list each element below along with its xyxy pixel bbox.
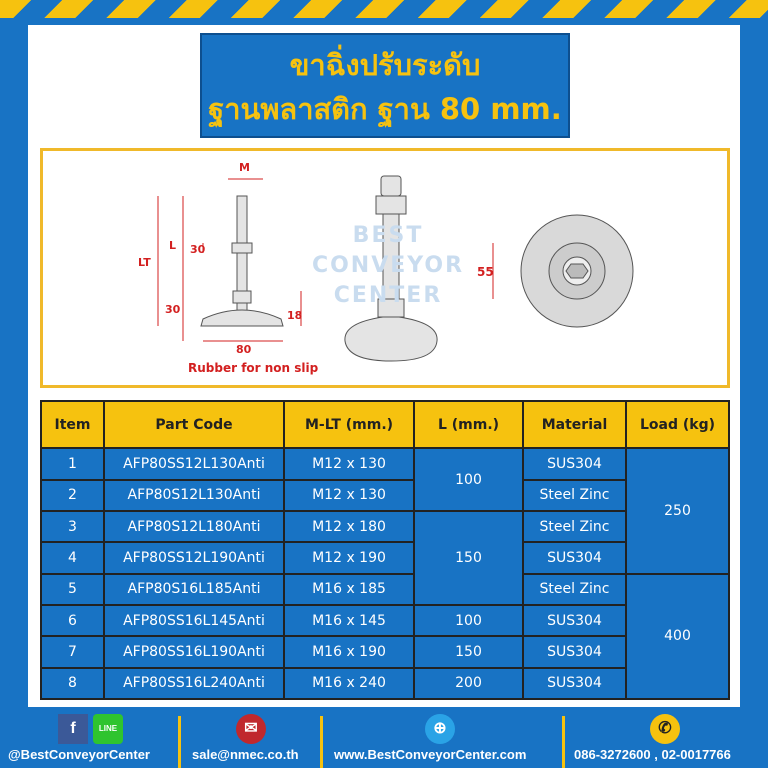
cell-l: 150 (414, 636, 523, 667)
cell-material: SUS304 (523, 542, 626, 573)
label-nut-height: 30 (190, 243, 206, 256)
cell-code: AFP80SS12L190Anti (104, 542, 284, 573)
label-pad-width: 80 (236, 343, 252, 356)
social-handle[interactable]: @BestConveyorCenter (8, 747, 150, 762)
website-link[interactable]: www.BestConveyorCenter.com (334, 747, 527, 762)
footer (0, 708, 768, 768)
spec-table (40, 400, 730, 700)
divider (178, 716, 181, 768)
cell-item: 2 (41, 480, 104, 511)
title-line-1: ขาฉิ่งปรับระดับ (289, 48, 481, 82)
cell-code: AFP80S12L130Anti (104, 480, 284, 511)
watermark-line: CENTER (333, 283, 443, 308)
header-load: Load (kg) (626, 401, 729, 448)
table-row (41, 542, 729, 573)
table-row (41, 636, 729, 667)
cell-mlt: M16 x 190 (284, 636, 414, 667)
cell-mlt: M16 x 240 (284, 668, 414, 699)
phone-numbers[interactable]: 086-3272600 , 02-0017766 (574, 747, 731, 762)
watermark-line: CONVEYOR (311, 253, 465, 278)
label-base-height: 30 (165, 303, 181, 316)
table-row (41, 668, 729, 699)
line-icon-label: LINE (98, 724, 118, 733)
cell-item: 3 (41, 511, 104, 542)
cell-material: Steel Zinc (523, 511, 626, 542)
cell-item: 8 (41, 668, 104, 699)
rubber-note: Rubber for non slip (188, 361, 319, 375)
label-lt: LT (138, 256, 151, 269)
cell-item: 4 (41, 542, 104, 573)
line-icon[interactable] (93, 714, 123, 744)
header-material: Material (523, 401, 626, 448)
cell-code: AFP80SS16L190Anti (104, 636, 284, 667)
cell-material: SUS304 (523, 448, 626, 479)
watermark (305, 221, 471, 311)
cell-item: 7 (41, 636, 104, 667)
title-line-2: ฐานพลาสติก ฐาน 80 mm. (208, 92, 562, 126)
email-link[interactable]: sale@nmec.co.th (192, 747, 299, 762)
cell-mlt: M12 x 130 (284, 448, 414, 479)
cell-code: AFP80SS12L130Anti (104, 448, 284, 479)
cell-item: 5 (41, 574, 104, 605)
cell-load: 400 (626, 574, 729, 699)
cell-code: AFP80SS16L145Anti (104, 605, 284, 636)
cell-l: 200 (414, 668, 523, 699)
label-pad-height: 18 (287, 309, 303, 322)
header-part-code: Part Code (104, 401, 284, 448)
divider (562, 716, 565, 768)
table-header (41, 401, 729, 448)
cell-code: AFP80S16L185Anti (104, 574, 284, 605)
technical-drawing (40, 148, 730, 388)
label-l: L (169, 239, 177, 252)
cell-material: Steel Zinc (523, 574, 626, 605)
cell-material: SUS304 (523, 668, 626, 699)
cell-code: AFP80SS16L240Anti (104, 668, 284, 699)
facebook-icon[interactable]: f (58, 714, 88, 744)
cell-code: AFP80S12L180Anti (104, 511, 284, 542)
cell-material: SUS304 (523, 636, 626, 667)
cell-material: Steel Zinc (523, 480, 626, 511)
divider (320, 716, 323, 768)
cell-mlt: M16 x 185 (284, 574, 414, 605)
cell-item: 6 (41, 605, 104, 636)
table-row (41, 480, 729, 511)
watermark-line: BEST (352, 223, 424, 248)
cell-load: 250 (626, 448, 729, 573)
table-row (41, 511, 729, 542)
cell-mlt: M12 x 130 (284, 480, 414, 511)
cell-mlt: M16 x 145 (284, 605, 414, 636)
cell-mlt: M12 x 180 (284, 511, 414, 542)
top-stripes (0, 0, 768, 18)
header-m-lt: M-LT (mm.) (284, 401, 414, 448)
header-l: L (mm.) (414, 401, 523, 448)
globe-icon: ⊕ (425, 714, 455, 744)
cell-mlt: M12 x 190 (284, 542, 414, 573)
label-m: M (239, 161, 250, 174)
page-title (200, 33, 570, 138)
label-diameter: 55 (477, 265, 494, 279)
table-row (41, 448, 729, 479)
cell-l: 100 (414, 605, 523, 636)
cell-l: 100 (414, 448, 523, 511)
header-item: Item (41, 401, 104, 448)
phone-icon: ✆ (650, 714, 680, 744)
email-icon: ✉ (236, 714, 266, 744)
table-row (41, 605, 729, 636)
cell-material: SUS304 (523, 605, 626, 636)
table-row (41, 574, 729, 605)
cell-item: 1 (41, 448, 104, 479)
cell-l: 150 (414, 511, 523, 605)
